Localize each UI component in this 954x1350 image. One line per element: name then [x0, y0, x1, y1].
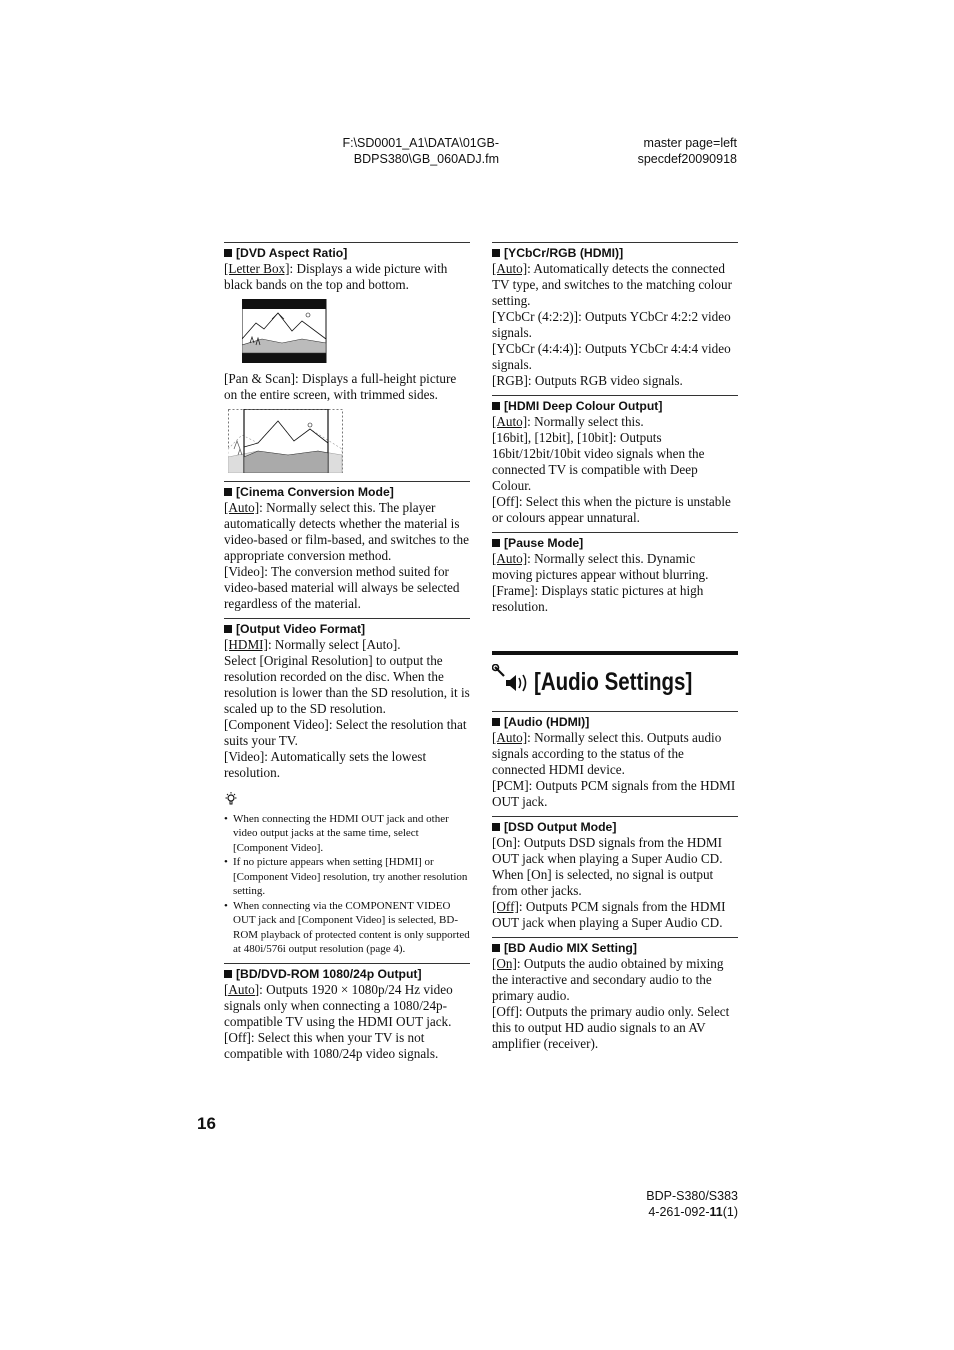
audio-hdmi-section: [Audio (HDMI)] [Auto]: Normally select this. Outputs audio signals according to the status of the connected HDMI device. [PCM]: Outputs PCM signals from the HDMI OUT jack.	[492, 711, 738, 810]
square-bullet-icon	[224, 488, 232, 496]
model-name: BDP-S380/S383	[646, 1189, 738, 1203]
option-default: [Auto]	[492, 730, 528, 745]
section-title: [Pause Mode]	[504, 536, 584, 550]
panscan-text: [Pan & Scan]: Displays a full-height picture on the entire screen, with trimmed sides.	[224, 371, 457, 402]
audio-settings-title: [Audio Settings]	[534, 668, 693, 696]
square-bullet-icon	[492, 539, 500, 547]
option-default: [HDMI]	[224, 637, 268, 652]
option-default: [On]	[492, 956, 517, 971]
square-bullet-icon	[492, 823, 500, 831]
hint-lightbulb-icon	[224, 796, 238, 808]
section-title: [BD/DVD-ROM 1080/24p Output]	[236, 966, 422, 981]
doc-code: 4-261-092-11(1)	[648, 1205, 738, 1219]
dvd-aspect-ratio-section: [DVD Aspect Ratio] [Letter Box]: Displays a wide picture with black bands on the top and bottom. [Pan & Scan]: Displays a full-height picture on the entire screen, with trimmed sides.	[224, 242, 470, 473]
section-title: [DVD Aspect Ratio]	[236, 246, 348, 260]
tips-list	[224, 812, 470, 957]
master-page-line1: master page=left	[643, 136, 737, 150]
tips-box	[224, 791, 470, 957]
square-bullet-icon	[492, 944, 500, 952]
ycbcr-rgb-section: [YCbCr/RGB (HDMI)] [Auto]: Automatically detects the connected TV type, and switches to the matching colour setting. [YCbCr (4:2:2)]: Outputs YCbCr 4:2:2 video signals. [YCbCr (4:4:4)]: Outputs YCbCr 4:4:4 video signals. [RGB]: Outputs RGB video signals.	[492, 242, 738, 389]
option-default: [Off]	[492, 899, 519, 914]
letterbox-illustration	[242, 299, 328, 363]
list-item: • When connecting the HDMI OUT jack and other video output jacks at the same time, select [Component Video].	[233, 812, 470, 856]
option-default: [Letter Box]	[224, 261, 290, 276]
square-bullet-icon	[492, 718, 500, 726]
master-page-header	[600, 135, 737, 167]
option-default: [Auto]	[492, 551, 528, 566]
section-title: [HDMI Deep Colour Output]	[504, 399, 663, 413]
model-footer	[630, 1188, 738, 1220]
bd-dvd-24p-section: [BD/DVD-ROM 1080/24p Output] [Auto]: Outputs 1920 × 1080p/24 Hz video signals only when connecting a 1080/24p-compatible TV using the HDMI OUT jack. [Off]: Select this when your TV is not compatible with 1080/24p video signals.	[224, 963, 470, 1062]
master-page-line2: specdef20090918	[637, 152, 737, 166]
section-title: [YCbCr/RGB (HDMI)]	[504, 246, 624, 260]
square-bullet-icon	[492, 402, 500, 410]
file-path-line1: F:\SD0001_A1\DATA\01GB-	[342, 136, 499, 150]
square-bullet-icon	[224, 625, 232, 633]
section-title: [Cinema Conversion Mode]	[236, 485, 394, 499]
bd-audio-mix-section: [BD Audio MIX Setting] [On]: Outputs the audio obtained by mixing the interactive and secondary audio to the primary audio. [Off]: Outputs the primary audio only. Select this to output HD audio signals to an AV amplifier (receiver).	[492, 937, 738, 1052]
section-title: [BD Audio MIX Setting]	[504, 941, 637, 955]
list-item: • When connecting via the COMPONENT VIDEO OUT jack and [Component Video] is selected, BD-ROM playback of protected content is only supported at 480i/576i output resolution (page 4).	[233, 899, 470, 957]
pause-mode-section: [Pause Mode] [Auto]: Normally select this. Dynamic moving pictures appear without blurring. [Frame]: Displays static pictures at high resolution.	[492, 532, 738, 615]
square-bullet-icon	[492, 249, 500, 257]
audio-settings-heading	[492, 651, 738, 705]
option-default: [Auto]	[492, 261, 528, 276]
option-default: [Auto]	[224, 981, 260, 997]
option-default: [Auto]	[492, 414, 528, 429]
list-item: • If no picture appears when setting [HDMI] or [Component Video] resolution, try another resolution setting.	[233, 855, 470, 899]
option-default: [Auto]	[224, 500, 260, 515]
left-column	[224, 242, 470, 1068]
section-title: [Output Video Format]	[236, 622, 366, 636]
file-path-header	[336, 135, 499, 167]
output-video-format-section: [Output Video Format] [HDMI]: Normally select [Auto]. Select [Original Resolution] to output the resolution recorded on the disc. When the resolution is lower than the SD resolution, it is scaled up to the SD resolution. [Component Video]: Select the resolution that suits your TV. [Video]: Automatically sets the lowest resolution. • When connecting the HDMI OUT jack and other video output jacks at the same time, select [Component Video]. • If no picture appears when setting [HDMI] or [Component Video] resolution, try another resolution setting. • When connecting via the COMPONENT VIDEO OUT jack and [Component Video] is selected, BD-ROM playback of protected content is only supported at 480i/576i output resolution (page 4).	[224, 618, 470, 957]
cinema-conversion-section: [Cinema Conversion Mode] [Auto]: Normally select this. The player automatically detects whether the material is video-based or film-based, and switches to the appropriate conversion method. [Video]: The conversion method suited for video-based material will always be selected regardless of the material.	[224, 481, 470, 612]
square-bullet-icon	[224, 970, 232, 978]
wrench-speaker-icon	[492, 664, 530, 700]
dsd-output-section: [DSD Output Mode] [On]: Outputs DSD signals from the HDMI OUT jack when playing a Super Audio CD. When [On] is selected, no signal is output from other jacks. [Off]: Outputs PCM signals from the HDMI OUT jack when playing a Super Audio CD.	[492, 816, 738, 931]
section-title: [DSD Output Mode]	[504, 820, 617, 834]
file-path-line2: BDPS380\GB_060ADJ.fm	[353, 152, 499, 166]
square-bullet-icon	[224, 249, 232, 257]
hdmi-deep-colour-section: [HDMI Deep Colour Output] [Auto]: Normally select this. [16bit], [12bit], [10bit]: Outputs 16bit/12bit/10bit video signals when the connected TV is compatible with Deep Colour. [Off]: Select this when the picture is unstable or colours appear unnatural.	[492, 395, 738, 526]
section-title: [Audio (HDMI)]	[504, 715, 590, 729]
right-column	[492, 242, 738, 1058]
page-number: 16	[197, 1114, 216, 1133]
pan-scan-illustration	[228, 409, 344, 473]
